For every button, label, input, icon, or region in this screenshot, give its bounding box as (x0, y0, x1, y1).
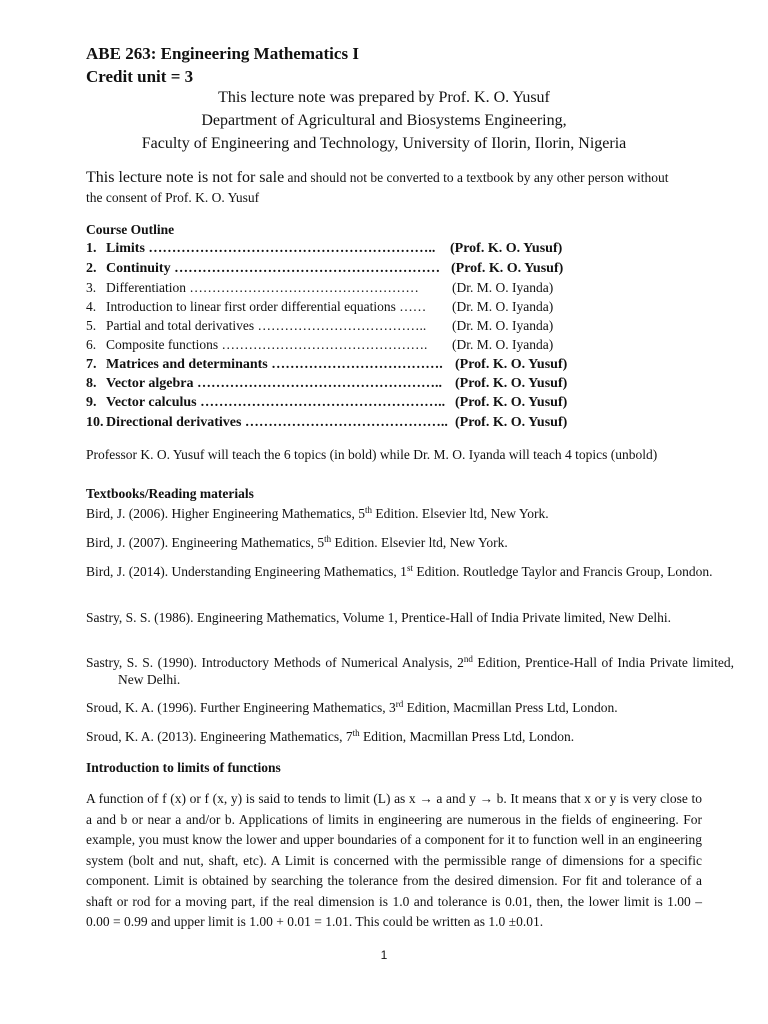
reference-item: Bird, J. (2007). Engineering Mathematics, 5th Edition. Elsevier ltd, New York. (86, 534, 508, 550)
course-outline-heading: Course Outline (86, 222, 175, 237)
department: Department of Agricultural and Biosystems Engineering, (201, 112, 567, 129)
reference-item: Sastry, S. S. (1986). Engineering Mathematics, Volume 1, Prentice-Hall of India Private limited, New Delhi. (86, 610, 672, 625)
notice-part-1: This lecture note is not for sale (86, 169, 285, 186)
prepared-by: This lecture note was prepared by Prof. K. O. Yusuf (218, 89, 550, 106)
intro-heading: Introduction to limits of functions (86, 760, 281, 775)
notice-part-2: and should not be converted to a textbook by any other person without (284, 170, 669, 185)
outline-item: 2. Continuity ………………………………………………… (Prof. K. O. Yusuf) (86, 261, 564, 276)
outline-item: 9. Vector calculus …………………………………………….. (Prof. K. O. Yusuf) (86, 395, 568, 410)
reference-item: Sastry, S. S. (1990). Introductory Methods of Numerical Analysis, 2nd Edition, Prentice-Hall of India Private limited, New Delhi. (86, 654, 735, 687)
intro-paragraph: A function of f (x) or f (x, y) is said to tends to limit (L) as x → a and y → b. It means that x or y is very close to a and b or near a and/or b. Applications of limits in engineering are numerous in the fields of engineering. For example, you must know the lower and upper boundaries of a component for it to function well in an engineering system (bolt and nut, shaft, etc). A Limit is concerned with the permissible range of dimensions for a specific component. Limit is obtained by searching the tolerance from the desired dimension. For fit and tolerance of a shaft or rod for a moving part, if the real dimension is 1.0 and tolerance is 0.01, then, the lower limit is 1.00 – 0.00 = 0.99 and upper limit is 1.00 + 0.01 = 1.01. This could be written as 1.0 ±0.01. (86, 791, 702, 929)
reference-item: Sroud, K. A. (1996). Further Engineering Mathematics, 3rd Edition, Macmillan Press Ltd, London. (86, 699, 618, 715)
outline-item: 3. Differentiation …………………………………………… (Dr. M. O. Iyanda) (86, 280, 554, 295)
outline-item: 8. Vector algebra …………………………………………….. (Prof. K. O. Yusuf) (86, 376, 568, 391)
outline-item: 1. Limits …………………………………………………….. (Prof. K. O. Yusuf) (86, 241, 563, 256)
notice-line-2: the consent of Prof. K. O. Yusuf (86, 190, 260, 205)
outline-item: 7. Matrices and determinants ………………………………. (Prof. K. O. Yusuf) (86, 357, 568, 372)
credit-unit: Credit unit = 3 (86, 67, 194, 86)
outline-item: 10. Directional derivatives …………………………………….. (Prof. K. O. Yusuf) (86, 415, 568, 430)
teaching-note: Professor K. O. Yusuf will teach the 6 topics (in bold) while Dr. M. O. Iyanda will teach 4 topics (unbold) (86, 447, 658, 462)
reference-item: Sroud, K. A. (2013). Engineering Mathematics, 7th Edition, Macmillan Press Ltd, London. (86, 728, 575, 744)
notice-line-1 (86, 169, 668, 187)
textbooks-heading: Textbooks/Reading materials (86, 486, 254, 501)
outline-item: 4. Introduction to linear first order differential equations …… (Dr. M. O. Iyanda) (86, 299, 554, 314)
course-title: ABE 263: Engineering Mathematics I (86, 44, 359, 63)
reference-item: Bird, J. (2014). Understanding Engineering Mathematics, 1st Edition. Routledge Taylor and Francis Group, London. (86, 563, 713, 579)
page-number: 1 (380, 948, 388, 962)
faculty: Faculty of Engineering and Technology, University of Ilorin, Ilorin, Nigeria (141, 135, 627, 152)
outline-item: 6. Composite functions ………………………………………. (Dr. M. O. Iyanda) (86, 337, 554, 352)
outline-item: 5. Partial and total derivatives ……………………………….. (Dr. M. O. Iyanda) (86, 318, 554, 333)
reference-item: Bird, J. (2006). Higher Engineering Mathematics, 5th Edition. Elsevier ltd, New York. (86, 505, 549, 521)
